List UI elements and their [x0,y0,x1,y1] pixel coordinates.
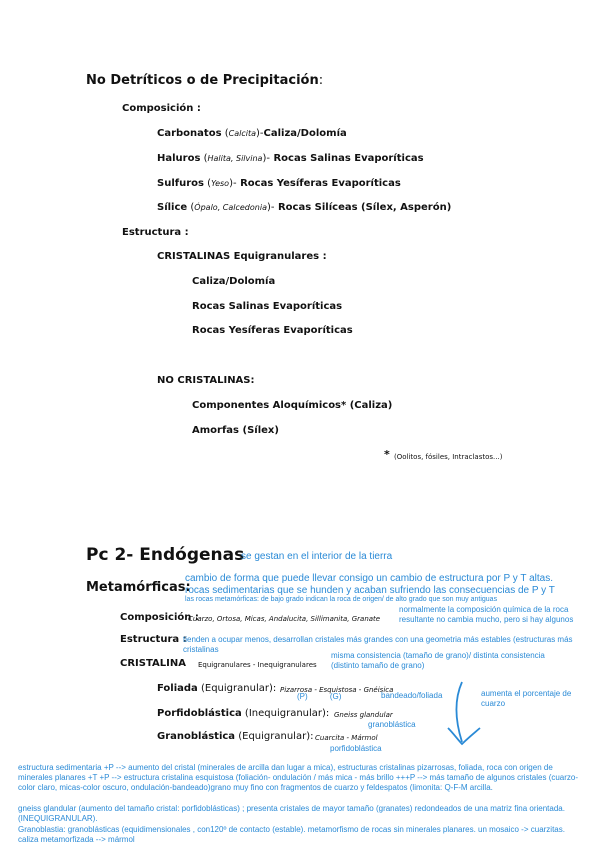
no-cristalinas-item: Amorfas (Sílex) [192,425,279,436]
grano-rocks: Cuarcita - Mármol [315,734,378,742]
grano-row: Granoblástica (Equigranular): [157,731,314,742]
metamorficas-label: Metamórficas: [86,580,191,595]
estructura-label-2: Estructura : [120,634,187,645]
cristalina-note: misma consistencia (tamaño de grano)/ distinta consistencia [331,651,545,660]
cristalina-label: CRISTALINA [120,658,186,669]
cristalinas-item: Rocas Salinas Evaporíticas [192,301,343,312]
no-cristalinas-item: Componentes Aloquímicos* (Caliza) [192,400,393,411]
footnote-text: (Oolitos, fósiles, Intraclastos...) [394,453,503,461]
composition-item: Carbonatos (Calcita)-Caliza/Dolomía [157,128,347,139]
cristalinas-item: Caliza/Dolomía [192,276,276,287]
page-title: No Detríticos o de Precipitación: [86,73,324,88]
foliada-marks: (P) (G) [297,692,342,701]
estructura-label: Estructura : [122,227,189,238]
foliada-rocks: Pizarrosa - Esquistosa - Gnéisica [280,686,394,694]
cristalina-text: Equigranulares - Inequigranulares [198,661,317,669]
footnote-star: * [384,448,390,461]
cristalinas-item: Rocas Yesíferas Evaporíticas [192,325,353,336]
meta-note: las rocas metamórficas: de bajo grado indican la roca de origen/ de alto grado que son muy antiguas [185,596,498,603]
composicion-label: Composición : [122,103,201,114]
grano-note: porfidoblástica [330,744,382,753]
foliada-note: bandeado/foliada [381,691,443,700]
bottom-note: estructura sedimentaria +P --> aumento del cristal (minerales de arcilla dan lugar a mica), estructuras cristalinas pizarrosas, foliada, roca con origen de minerales planares +T +P --> estructura cristalina esquistosa (foliación- ondulación / más mica - más brillo +++P --> más tamaño de algunos cristales (cuarzo-color claro, micas-color oscuro, ondulación-bandeado)grano muy fino con fragmentos de cuarzo y feldespatos (limonita: Q-F-M arcilla. [18,763,579,792]
bottom-note: gneiss glandular (aumento del tamaño cristal: porfidoblásticas) ; presenta cristales de mayor tamaño (granates) redondeados de una matriz fina orientada. (INEQUIGRANULAR). [18,804,565,823]
cristalina-note: (distinto tamaño de grano) [331,661,425,670]
arrow-note: aumenta el porcentaje de cuarzo [481,689,572,708]
composition-item: Haluros (Halita, Silvina)- Rocas Salinas Evaporíticas [157,153,424,164]
cristalinas-label: CRISTALINAS Equigranulares : [157,251,327,262]
porfido-rocks: Gneiss glandular [334,711,393,719]
composition-item: Sulfuros (Yeso)- Rocas Yesíferas Evaporíticas [157,178,401,189]
section-heading: Pc 2- Endógenas [86,545,245,565]
composicion-label-2: Composición : [120,612,199,623]
bottom-note: Granoblastia: granoblásticas (equidimensionales , con120º de contacto (estable). metamorfismo de rocas sin minerales planares. un mosaico -> cuarzitas. caliza metamorfizada --> mármol [18,825,565,844]
meta-note: rocas sedimentarias que se hunden y acaban sufriendo las consecuencias de P y T [185,585,555,596]
heading-note: se gestan en el interior de la tierra [241,551,393,562]
foliada-row: Foliada (Equigranular): [157,683,277,694]
meta-note: cambio de forma que puede llevar consigo un cambio de estructura por P y T altas. [185,573,553,584]
porfido-note: granoblástica [368,720,416,729]
estructura-note: tienden a ocupar menos, desarrollan cristales más grandes con una geometria más estables (estructuras más cristalinas [183,635,573,654]
composicion-text: Cuarzo, Ortosa, Micas, Andalucita, Sillimanita, Granate [188,615,381,623]
porfido-row: Porfidoblástica (Inequigranular): [157,708,330,719]
composicion-note: normalmente la composición química de la roca resultante no cambia mucho, pero si hay algunos [399,605,574,624]
no-cristalinas-label: NO CRISTALINAS: [157,375,255,386]
composition-item: Sílice (Ópalo, Calcedonia)- Rocas Silíceas (Sílex, Asperón) [157,202,452,213]
